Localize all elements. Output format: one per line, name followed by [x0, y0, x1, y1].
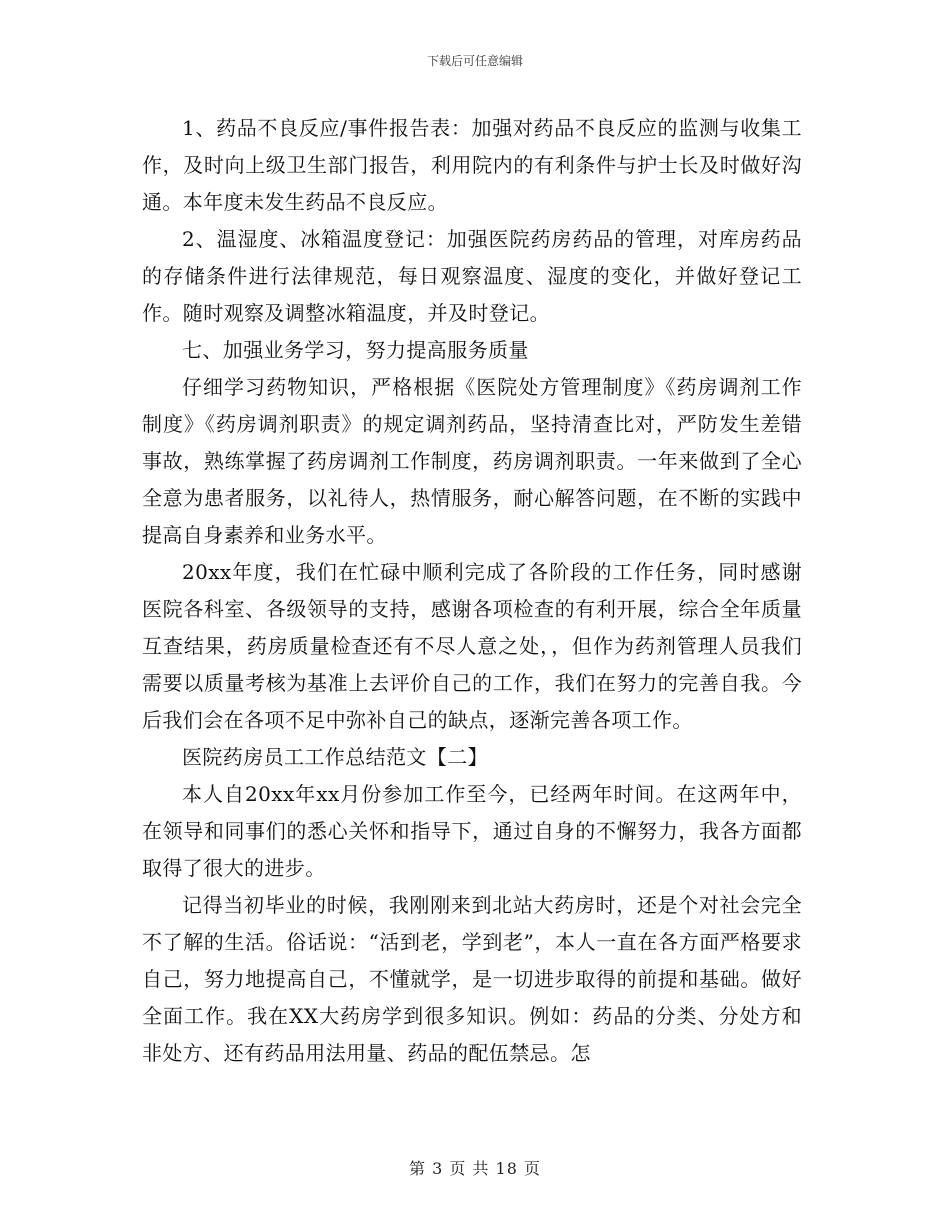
paragraph-adverse-reaction-report: 1、药品不良反应/事件报告表：加强对药品不良反应的监测与收集工作，及时向上级卫生部门报告，利用院内的有利条件与护士长及时做好沟通。本年度未发生药品不良反应。 [142, 116, 802, 214]
paragraph-temperature-log: 2、温湿度、冰箱温度登记：加强医院药房药品的管理，对库房药品的存储条件进行法律规范，每日观察温度、湿度的变化，并做好登记工作。随时观察及调整冰箱温度，并及时登记。 [142, 227, 802, 325]
document-body [142, 110, 802, 1072]
page-number-footer: 第 3 页 共 18 页 [409, 1159, 541, 1178]
page-header: 下载后可任意编辑 [426, 54, 523, 68]
paragraph-graduation-memory: 记得当初毕业的时候，我刚刚来到北站大药房时，还是个对社会完全不了解的生活。俗话说：“活到老，学到老”，本人一直在各方面严格要求自己，努力地提高自己，不懂就学，是一切进步取得的前提和基础。做好全面工作。我在XX大药房学到很多知识。例如：药品的分类、分处方和非处方、还有药品用法用量、药品的配伍禁忌。怎 [142, 893, 802, 1065]
paragraph-two-years-work: 本人自20xx年xx月份参加工作至今，已经两年时间。在这两年中，在领导和同事们的悉心关怀和指导下，通过自身的不懈努力，我各方面都取得了很大的进步。 [142, 782, 802, 880]
section-heading-seven: 七、加强业务学习，努力提高服务质量 [182, 338, 529, 362]
paragraph-drug-knowledge: 仔细学习药物知识，严格根据《医院处方管理制度》《药房调剂工作制度》《药房调剂职责》的规定调剂药品，坚持清查比对，严防发生差错事故，熟练掌握了药房调剂工作制度，药房调剂职责。一年来做到了全心全意为患者服务，以礼待人，热情服务，耐心解答问题，在不断的实践中提高自身素养和业务水平。 [142, 375, 802, 547]
section-heading-part-two: 医院药房员工工作总结范文【二】 [182, 745, 488, 769]
paragraph-year-summary: 20xx年度，我们在忙碌中顺利完成了各阶段的工作任务，同时感谢医院各科室、各级领导的支持，感谢各项检查的有利开展，综合全年质量互查结果，药房质量检查还有不尽人意之处，，但作为药剂管理人员我们需要以质量考核为基准上去评价自己的工作，我们在努力的完善自我。今后我们会在各项不足中弥补自己的缺点，逐渐完善各项工作。 [142, 560, 802, 732]
